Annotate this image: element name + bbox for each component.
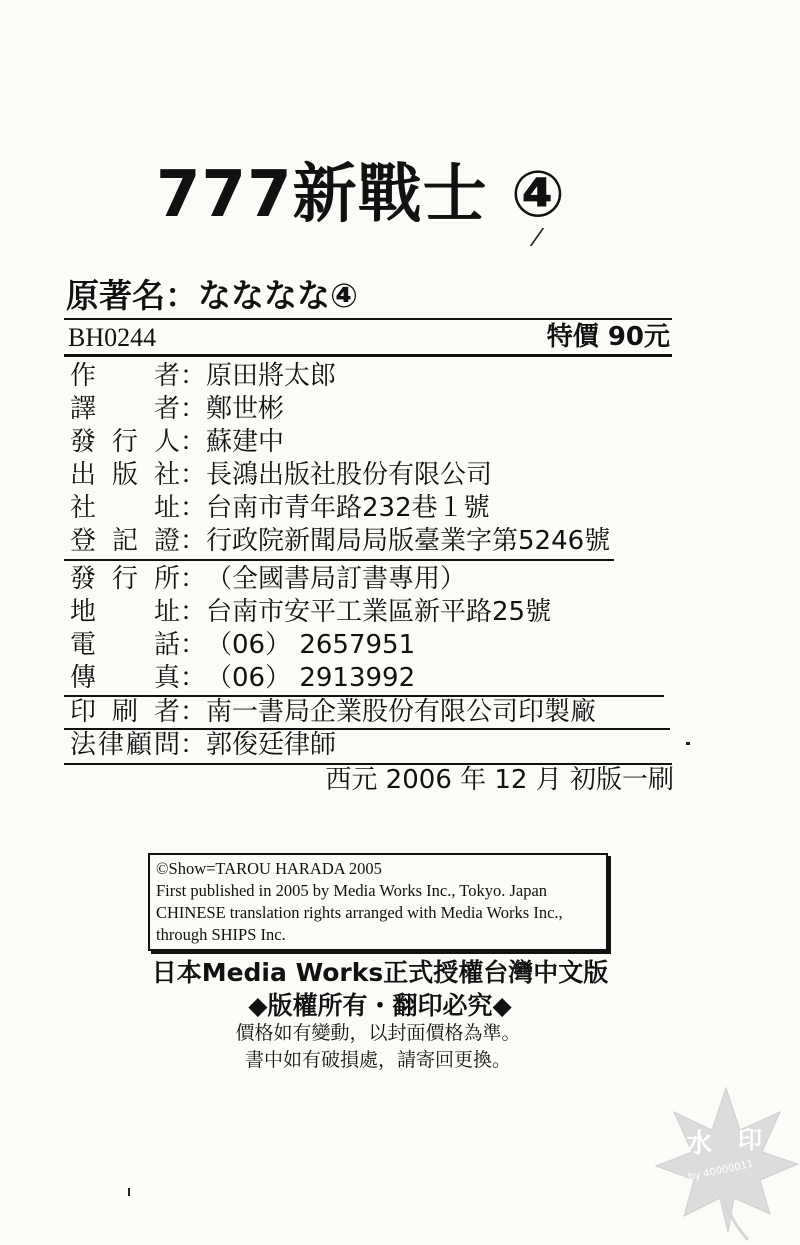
copyright-line: CHINESE translation rights arranged with Media Works Inc., <box>156 903 563 922</box>
dust-speck <box>686 742 690 745</box>
rights-statement: ◆版權所有・翻印必究◆ <box>248 991 512 1020</box>
book-title: 777新戰士 ④ <box>156 158 567 232</box>
original-title-value: なななな④ <box>198 276 358 315</box>
info-row-translator: 譯者：鄭世彬 <box>70 391 284 427</box>
info-row-author: 作者：原田將太郎 <box>70 358 336 394</box>
info-label: 印刷者 <box>70 697 180 727</box>
info-value: 台南市青年路232巷１號 <box>206 493 490 523</box>
info-row-printer: 印刷者：南一書局企業股份有限公司印製廠 <box>70 694 596 730</box>
copyright-box <box>148 853 608 951</box>
copyright-line: ©Show=TAROU HARADA 2005 <box>156 859 382 878</box>
maple-leaf-watermark-icon <box>652 1082 800 1242</box>
info-value: 蘇建中 <box>206 427 285 457</box>
info-label: 作者 <box>70 361 180 391</box>
copyright-line: First published in 2005 by Media Works Inc., Tokyo. Japan <box>156 881 548 900</box>
price-note: 價格如有變動，以封面價格為準。 <box>235 1022 521 1044</box>
info-value: （06） 2657951 <box>206 630 416 660</box>
info-row-publisher-person: 發行人：蘇建中 <box>70 424 284 460</box>
info-value: （06） 2913992 <box>206 663 416 693</box>
license-statement: 日本Media Works正式授權台灣中文版 <box>151 958 609 987</box>
info-row-registration: 登記證：行政院新聞局局版臺業字第5246號 <box>70 523 610 559</box>
info-label: 電話 <box>70 630 180 660</box>
original-title <box>66 276 358 316</box>
watermark-glyph-2: 印 <box>738 1125 762 1154</box>
info-row-publisher-address: 社址：台南市青年路232巷１號 <box>70 490 490 526</box>
book-code: BH0244 <box>68 323 157 352</box>
info-row-phone: 電話：（06） 2657951 <box>70 627 415 663</box>
watermark-glyph-1: 水 <box>686 1129 713 1159</box>
edition-line: 西元 2006 年 12 月 初版一刷 <box>325 765 674 795</box>
watermark-scan-credit: Scan by 40000011 <box>660 1158 755 1189</box>
info-label: 地址 <box>70 597 180 627</box>
info-label: 發行人 <box>70 427 180 457</box>
info-value: 長鴻出版社股份有限公司 <box>206 460 493 490</box>
info-label: 傳真 <box>70 663 180 693</box>
info-value: （全國書局訂書專用） <box>206 564 467 594</box>
info-value: 鄭世彬 <box>206 394 285 424</box>
code-rule <box>64 354 672 357</box>
info-row-fax: 傳真：（06） 2913992 <box>70 660 415 696</box>
info-value: 南一書局企業股份有限公司印製廠 <box>206 697 597 727</box>
top-rule <box>64 318 672 320</box>
replacement-note: 書中如有破損處，請寄回更換。 <box>244 1049 511 1071</box>
info-value: 台南市安平工業區新平路25號 <box>206 597 552 627</box>
info-label: 登記證 <box>70 526 180 556</box>
info-row-legal-counsel: 法律顧問：郭俊廷律師 <box>70 727 336 763</box>
info-label: 發行所 <box>70 564 180 594</box>
info-label: 譯者 <box>70 394 180 424</box>
info-row-publisher: 出版社：長鴻出版社股份有限公司 <box>70 457 492 493</box>
info-value: 原田將太郎 <box>206 361 337 391</box>
book-price: 特價 90元 <box>546 322 670 352</box>
info-label: 社址 <box>70 493 180 523</box>
info-row-distributor: 發行所：（全國書局訂書專用） <box>70 561 466 597</box>
info-label: 出版社 <box>70 460 180 490</box>
info-row-address: 地址：台南市安平工業區新平路25號 <box>70 594 551 630</box>
original-title-label: 原著名： <box>66 276 198 315</box>
info-value: 郭俊廷律師 <box>206 730 337 760</box>
info-label: 法律顧問 <box>70 730 180 760</box>
copyright-line: through SHIPS Inc. <box>156 925 286 944</box>
dust-speck <box>128 1188 130 1196</box>
info-value: 行政院新聞局局版臺業字第5246號 <box>206 526 611 556</box>
